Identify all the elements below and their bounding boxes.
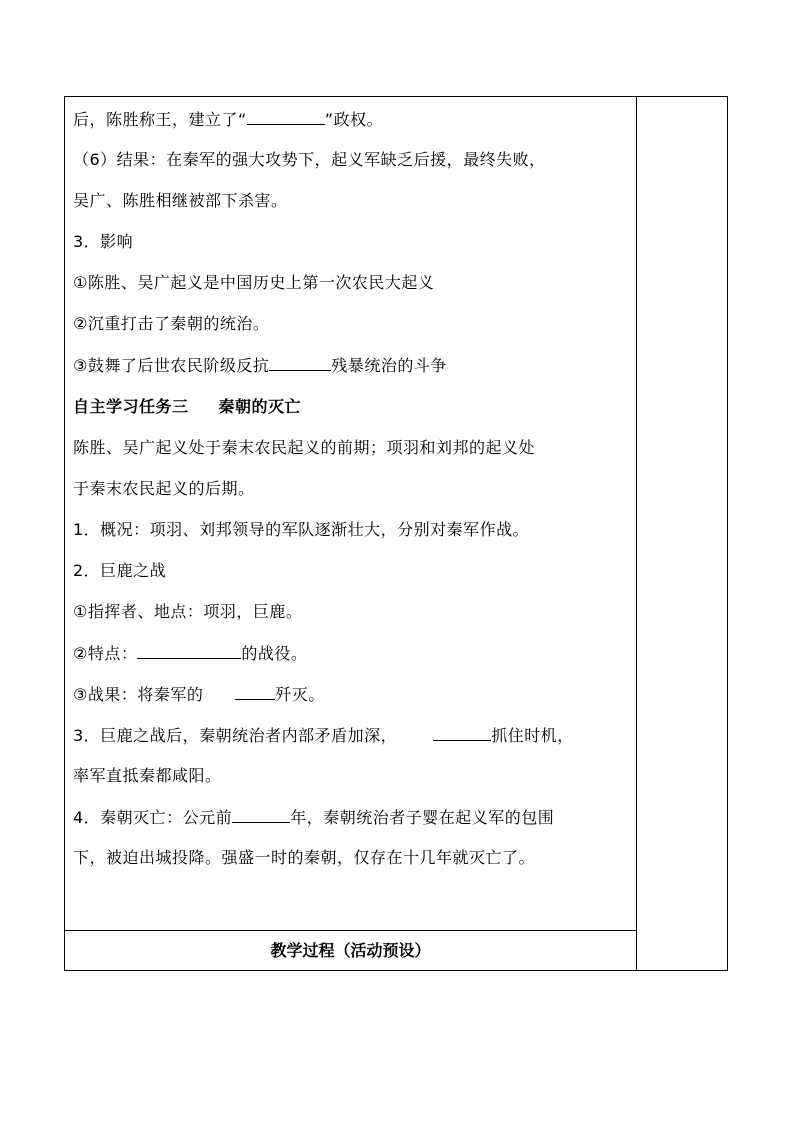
text-segment: 4．秦朝灭亡：公元前 bbox=[73, 808, 233, 827]
text-line bbox=[73, 807, 554, 828]
text-segment: 歼灭。 bbox=[275, 685, 325, 704]
fill-blank bbox=[247, 109, 325, 125]
fill-blank bbox=[433, 725, 491, 741]
text-line: 陈胜、吴广起义处于秦末农民起义的前期；项羽和刘邦的起义处 bbox=[73, 438, 536, 457]
text-line: 下，被迫出城投降。强盛一时的秦朝，仅存在十几年就灭亡了。 bbox=[73, 848, 536, 867]
row-divider bbox=[65, 930, 636, 931]
text-segment: ③战果：将秦军的 bbox=[73, 685, 204, 704]
heading-title: 秦朝的灭亡 bbox=[218, 397, 302, 416]
text-line: 3．影响 bbox=[73, 232, 134, 251]
text-line: 1．概况：项羽、刘邦领导的军队逐渐壮大，分别对秦军作战。 bbox=[73, 520, 530, 539]
text-line bbox=[73, 725, 574, 746]
fill-blank bbox=[235, 684, 275, 700]
text-line: （6）结果：在秦军的强大攻势下，起义军缺乏后援，最终失败， bbox=[73, 150, 546, 169]
text-line bbox=[73, 684, 325, 705]
column-divider bbox=[636, 97, 637, 970]
text-line bbox=[73, 355, 447, 376]
heading-label: 自主学习任务三 bbox=[73, 397, 189, 416]
text-segment: ③鼓舞了后世农民阶级反抗 bbox=[73, 356, 270, 375]
text-line: ①陈胜、吴广起义是中国历史上第一次农民大起义 bbox=[73, 273, 435, 292]
text-line: 2．巨鹿之战 bbox=[73, 561, 167, 580]
text-segment: 的战役。 bbox=[241, 644, 308, 663]
text-segment: 残暴统治的斗争 bbox=[331, 356, 447, 375]
section-heading bbox=[73, 397, 301, 417]
text-line bbox=[73, 643, 307, 664]
worksheet-table bbox=[64, 96, 728, 971]
text-line: ②沉重打击了秦朝的统治。 bbox=[73, 314, 270, 333]
fill-blank bbox=[269, 355, 331, 371]
text-line bbox=[73, 109, 383, 130]
text-line: 于秦末农民起义的后期。 bbox=[73, 479, 255, 498]
text-line: 率军直抵秦都咸阳。 bbox=[73, 766, 222, 785]
section-footer-title: 教学过程（活动预设） bbox=[270, 941, 431, 960]
text-segment: 年，秦朝统治者子婴在起义军的包围 bbox=[290, 808, 555, 827]
fill-blank bbox=[137, 643, 241, 659]
fill-blank bbox=[232, 807, 290, 823]
text-segment: 3．巨鹿之战后，秦朝统治者内部矛盾加深， bbox=[73, 726, 398, 745]
text-segment: ”政权。 bbox=[324, 110, 384, 129]
text-segment: 抓住时机， bbox=[491, 726, 574, 745]
text-line: ①指挥者、地点：项羽，巨鹿。 bbox=[73, 602, 303, 621]
text-segment: 后，陈胜称王，建立了“ bbox=[73, 110, 247, 129]
text-segment: ②特点： bbox=[73, 644, 138, 663]
text-line: 吴广、陈胜相继被部下杀害。 bbox=[73, 191, 288, 210]
